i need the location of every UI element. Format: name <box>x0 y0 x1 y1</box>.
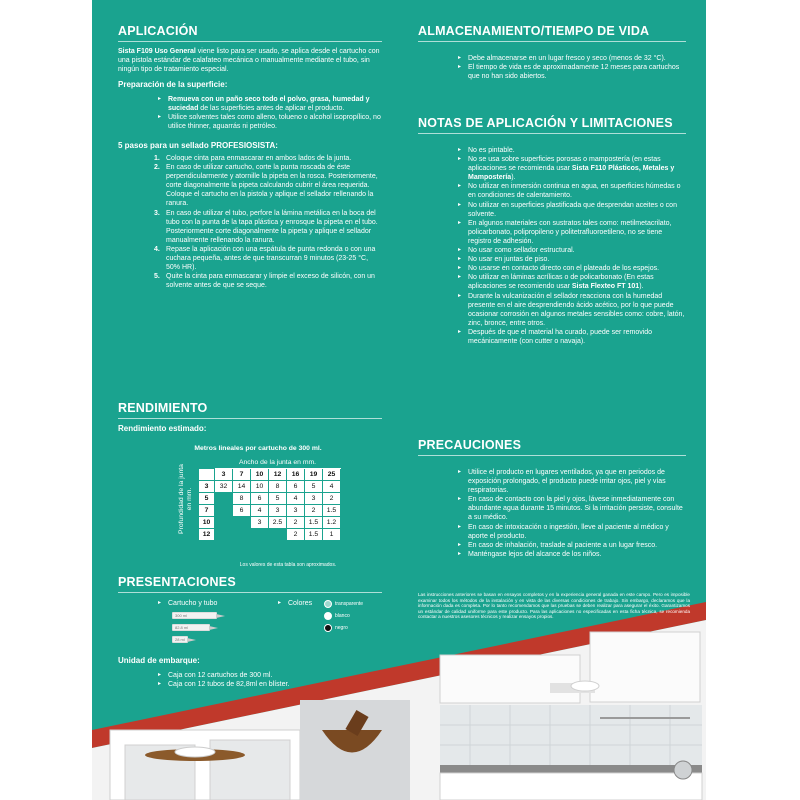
step-item: 3. En caso de utilizar el tubo, perfore la lámina metálica en la boca del tubo con la punta de la tapa plástica y enrosque la pipeta en el tubo. Posteriormente corte diagonalmente la pipeta y aplique el sellador manualmente rellenando la ranura. <box>154 209 378 244</box>
table-row: 12 2 1.5 1 <box>199 529 341 541</box>
list-item: ▸ Colores <box>278 599 312 608</box>
list-item: ▸ No utilizar en superficies plastificada que desprendan aceites o con solvente. <box>458 201 686 219</box>
section-title: PRESENTACIONES <box>118 575 382 593</box>
surface-list <box>158 95 382 131</box>
list-item: ▸ No usarse en contacto directo con el plateado de los espejos. <box>458 264 686 273</box>
step-item: 1. Coloque cinta para enmascarar en ambos lados de la junta. <box>154 154 352 162</box>
product-name: Sista F109 Uso General <box>118 48 196 55</box>
list-item: ▸ Manténgase lejos del alcance de los niños. <box>458 550 686 559</box>
step-item: 4. Repase la aplicación con una espátula de punta redonda o con una cuchara pequeña, antes de que transcurran 9 minutos (23-25 °C, 50% HR). <box>154 245 376 272</box>
list-item: ▸ No es pintable. <box>458 146 686 155</box>
swatch-white <box>324 612 332 620</box>
precautions-list <box>458 468 686 559</box>
storage-list <box>458 54 686 81</box>
row-header: Profundidad de la junta en mm. <box>178 464 193 534</box>
list-item: ▸ Caja con 12 cartuchos de 300 ml. <box>158 671 382 680</box>
section-rendimiento <box>118 401 382 568</box>
swatch-row: negro <box>324 622 363 634</box>
countertop <box>440 765 702 773</box>
col-header: Ancho de la junta en mm. <box>215 457 341 469</box>
list-item: ▸ Utilice el producto en lugares ventilados, ya que en periodos de exposición prolongado, el producto puede irritar ojos, piel y vías respiratorias. <box>458 468 686 495</box>
backsplash-tiles <box>440 705 702 765</box>
swatch-row: blanco <box>324 610 363 622</box>
table-title: Metros lineales por cartucho de 300 ml. <box>194 445 322 452</box>
section-title: RENDIMIENTO <box>118 401 382 419</box>
upper-cabinet <box>440 655 580 703</box>
section-precauciones <box>418 438 686 559</box>
list-item: ▸ Remueva con un paño seco todo el polvo, grasa, humedad y suciedad de las superficies antes de aplicar el producto. <box>158 95 382 113</box>
section-almacenamiento <box>418 24 686 81</box>
list-item: ▸ En caso de intoxicación o ingestión, lleve al paciente al médico y aporte el producto. <box>458 523 686 541</box>
yield-subtitle: Rendimiento estimado: <box>118 424 207 433</box>
intro-text: viene listo para ser usado, se aplica desde el cartucho con una pistola estándar de calafateo mecánica o manualmente mediante el tubo, sin ningún tipo de tratamiento especial. <box>118 48 380 74</box>
yield-table <box>198 456 341 541</box>
list-item: ▸ Debe almacenarse en un lugar fresco y seco (menos de 32 °C). <box>458 54 686 63</box>
table-row: 10 3 2.5 2 1.5 1.2 <box>199 517 341 529</box>
section-aplicacion <box>118 24 382 290</box>
page-margin-left <box>0 0 92 800</box>
cartridge-icon: 300 ml <box>172 612 217 619</box>
list-item: ▸ No usar como sellador estructural. <box>458 246 686 255</box>
list-item: ▸ Caja con 12 tubos de 82,8ml en blíster. <box>158 680 382 689</box>
steps-title: 5 pasos para un sellado PROFESIOSISTA: <box>118 140 278 150</box>
upper-cabinet <box>590 632 700 702</box>
section-notas <box>418 116 686 346</box>
yield-table-wrap <box>176 456 382 558</box>
table-note: Los valores de esta tabla son aproximados. <box>239 562 337 568</box>
notes-list <box>458 146 686 346</box>
small-tube-icon: 28 ml <box>172 636 188 643</box>
presentation-row <box>118 599 382 654</box>
list-item: ▸ No se usa sobre superficies porosas o mampostería (en estas aplicaciones se recomienda usar Sista F110 Plásticos, Metales y Mampostería). <box>458 155 686 182</box>
table-row: 3 7 10 12 16 19 25 <box>199 469 341 481</box>
list-item: ▸ Durante la vulcanización el sellador reacciona con la humedad presente en el aire desprendiendo ácido acético, por lo que puede ocasionar corrosión en algunos metales sensibles como: cobre, latón, zinc, bronce, entre otros. <box>458 292 686 328</box>
step-item: 2. En caso de utilizar cartucho, corte la punta roscada de éste perpendicularmente y atornille la pipeta en la rosca. Posteriormente, corte diagonalmente la pipeta calculando cubrir el área requerida. Coloque el cartucho en la pistola y aplique el sellador rellenando la ranura. <box>154 164 378 208</box>
steps-list <box>154 154 382 290</box>
tube-illustrations <box>172 612 217 643</box>
section-presentaciones <box>118 575 382 689</box>
section-title: ALMACENAMIENTO/TIEMPO DE VIDA <box>418 24 686 42</box>
section-title: PRECAUCIONES <box>418 438 686 456</box>
section-title: NOTAS DE APLICACIÓN Y LIMITACIONES <box>418 116 686 134</box>
swatch-row: transparente <box>324 598 363 610</box>
list-item: ▸ En caso de inhalación, traslade al paciente a un lugar fresco. <box>458 541 686 550</box>
list-item: ▸ En algunos materiales con sustratos tales como: metilmetacrilato, policarbonato, polipropileno y politetrafluoroetileno, no se tiene registro de adhesión. <box>458 219 686 246</box>
list-item: ▸ No usar en juntas de piso. <box>458 255 686 264</box>
swatch-transparent <box>324 600 332 608</box>
page-margin-right <box>706 0 800 800</box>
disclaimer: Las instrucciones anteriores se basan en ensayos completos y en la experiencia general ganada en este campo. Pero es imposible examinar todos los métodos de la instalación y en vista de las diversas condiciones de trabajo. Sin embargo, declaramos que la información dada es completa. Por lo tanto recomendamos que las pruebas se deben realizar para asegurar el éxito. Garantizamos un estándar de calidad uniforme para este producto. Para las aplicaciones no especificadas en esta ficha técnica, se recomienda contactar a nuestros asesores técnicos y realizar ensayos propios. <box>418 592 690 620</box>
shipping-title: Unidad de embarque: <box>118 656 200 665</box>
list-item: ▸ No utilizar en láminas acrílicas o de policarbonato (En estas aplicaciones se recomiendo usar Sista Flexteo FT 101). <box>458 273 686 291</box>
swatch-black <box>324 624 332 632</box>
table-row: 5 8 6 5 4 3 2 <box>199 493 341 505</box>
colors-item <box>278 599 312 608</box>
list-item: ▸ Después de que el material ha curado, puede ser removido mecánicamente (con cutter o navaja). <box>458 328 686 346</box>
list-item: ▸ En caso de contacto con la piel y ojos, lávese inmediatamente con abundante agua durante 15 minutos. Si la irritación persiste, consulte a su médico. <box>458 495 686 522</box>
lower-cabinets <box>440 773 702 800</box>
list-item: ▸ Cartucho y tubo <box>158 599 217 608</box>
list-item: ▸ No utilizar en inmersión continua en agua, en superficies húmedas o en condiciones de calentamiento. <box>458 182 686 200</box>
section-title: APLICACIÓN <box>118 24 382 42</box>
intro-paragraph <box>118 47 382 75</box>
surface-title: Preparación de la superficie: <box>118 79 228 89</box>
table-row: 3 32 14 10 8 6 5 4 <box>199 481 341 493</box>
table-row: 7 6 4 3 3 2 1.5 <box>199 505 341 517</box>
list-item: ▸ Utilice solventes tales como alleno, tolueno o alcohol isopropílico, no utilice thinner, aguarrás ni petróleo. <box>158 113 382 131</box>
tube-icon: 82.8 ml <box>172 624 210 631</box>
step-item: 5. Quite la cinta para enmascarar y limpie el exceso de silicón, con un solvente antes de que se seque. <box>154 273 375 290</box>
cartridge-item <box>158 599 217 643</box>
list-item: ▸ El tiempo de vida es de aproximadamente 12 meses para cartuchos que no han sido abiertos. <box>458 63 686 81</box>
color-swatches <box>324 598 363 634</box>
shipping-list <box>158 671 382 689</box>
